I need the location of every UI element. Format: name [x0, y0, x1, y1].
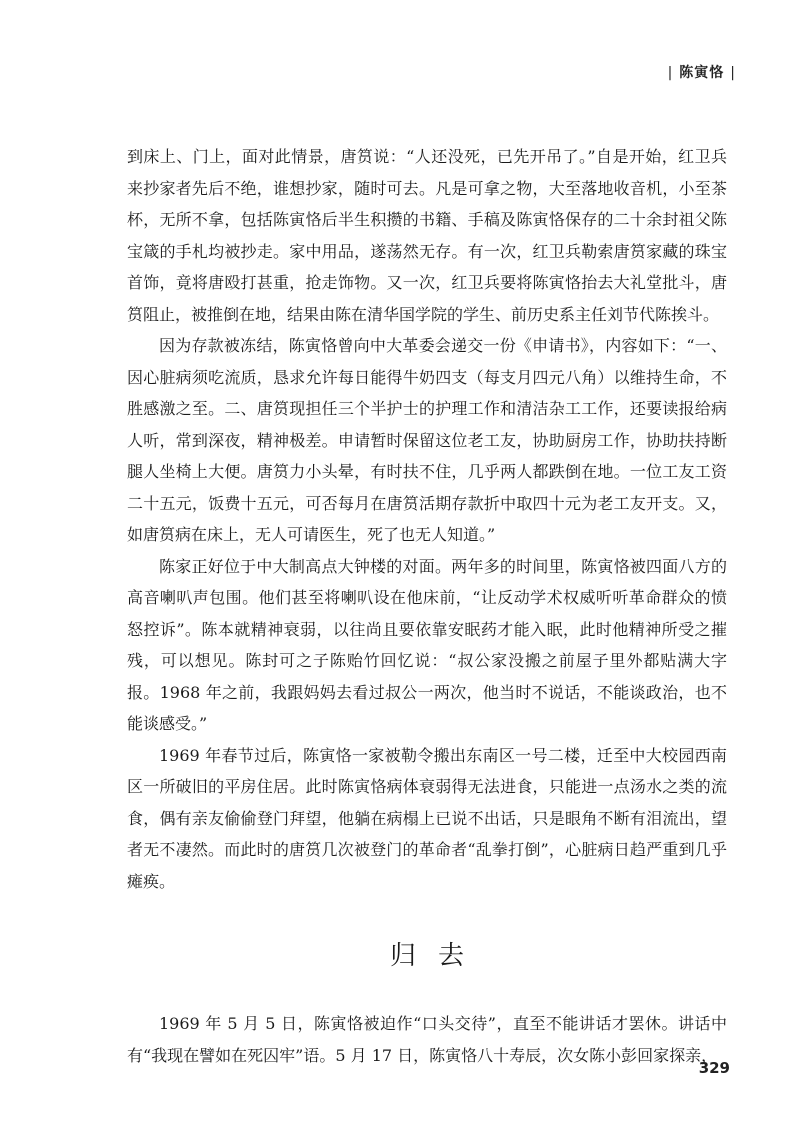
paragraph: 因为存款被冻结，陈寅恪曾向中大革委会递交一份《申请书》，内容如下：“一、因心脏病须吃流质，恳求允许每日能得牛奶四支（每支月四元八角）以维持生命，不胜感激之至。二、唐筼现担任三个半护士的护理工作和清洁杂工工作，还要读报给病人听，常到深夜，精神极差。申请暂时保留这位老工友，协助厨房工作，协助扶持断腿人坐椅上大便。唐筼力小头晕，有时扶不住，几乎两人都跌倒在地。一位工友工资二十五元，饭费十五元，可否每月在唐筼活期存款折中取四十元为老工友开支。又，如唐筼病在床上，无人可请医生，死了也无人知道。” — [127, 336, 727, 544]
paragraph: 到床上、门上，面对此情景，唐筼说：“人还没死，已先开吊了。”自是开始，红卫兵来抄家者先后不绝，谁想抄家，随时可去。凡是可拿之物，大至落地收音机，小至茶杯，无所不拿，包括陈寅恪后半生积攒的书籍、手稿及陈寅恪保存的二十余封祖父陈宝箴的手札均被抄走。家中用品，遂荡然无存。有一次，红卫兵勒索唐筼家藏的珠宝首饰，竟将唐殴打甚重，抢走饰物。又一次，红卫兵要将陈寅恪抬去大礼堂批斗，唐筼阻止，被推倒在地，结果由陈在清华国学院的学生、前历史系主任刘节代陈挨斗。 — [127, 147, 727, 324]
paragraph: 1969 年春节过后，陈寅恪一家被勒令搬出东南区一号二楼，迁至中大校园西南区一所破旧的平房住居。此时陈寅恪病体衰弱得无法进食，只能进一点汤水之类的流食，偶有亲友偷偷登门拜望，他躺在病榻上已说不出话，只是眼角不断有泪流出，望者无不凄然。而此时的唐筼几次被登门的革命者“乱拳打倒”，心脏病日趋严重到几乎瘫痪。 — [127, 745, 727, 891]
paragraph: 陈家正好位于中大制高点大钟楼的对面。两年多的时间里，陈寅恪被四面八方的高音喇叭声包围。他们甚至将喇叭设在他床前，“让反动学术权威听听革命群众的愤怒控诉”。陈本就精神衰弱，以往尚且要依靠安眠药才能入眠，此时他精神所受之摧残，可以想见。陈封可之子陈贻竹回忆说：“叔公家没搬之前屋子里外都贴满大字报。1968 年之前，我跟妈妈去看过叔公一两次，他当时不说话，不能谈政治，也不能谈感受。” — [127, 556, 727, 733]
chapter-title: 陈寅恪 — [679, 65, 725, 81]
paragraph: 1969 年 5 月 5 日，陈寅恪被迫作“口头交待”，直至不能讲话才罢休。讲话中有“我现在譬如在死囚牢”语。5 月 17 日，陈寅恪八十寿辰，次女陈小彭回家探亲， — [127, 1014, 727, 1065]
page-number: 329 — [698, 1059, 730, 1077]
section-title: 归去 — [389, 941, 486, 971]
running-header — [662, 62, 742, 82]
header-bar-right: | — [730, 65, 736, 81]
body-text — [127, 141, 727, 1071]
header-bar-left: | — [667, 65, 674, 81]
